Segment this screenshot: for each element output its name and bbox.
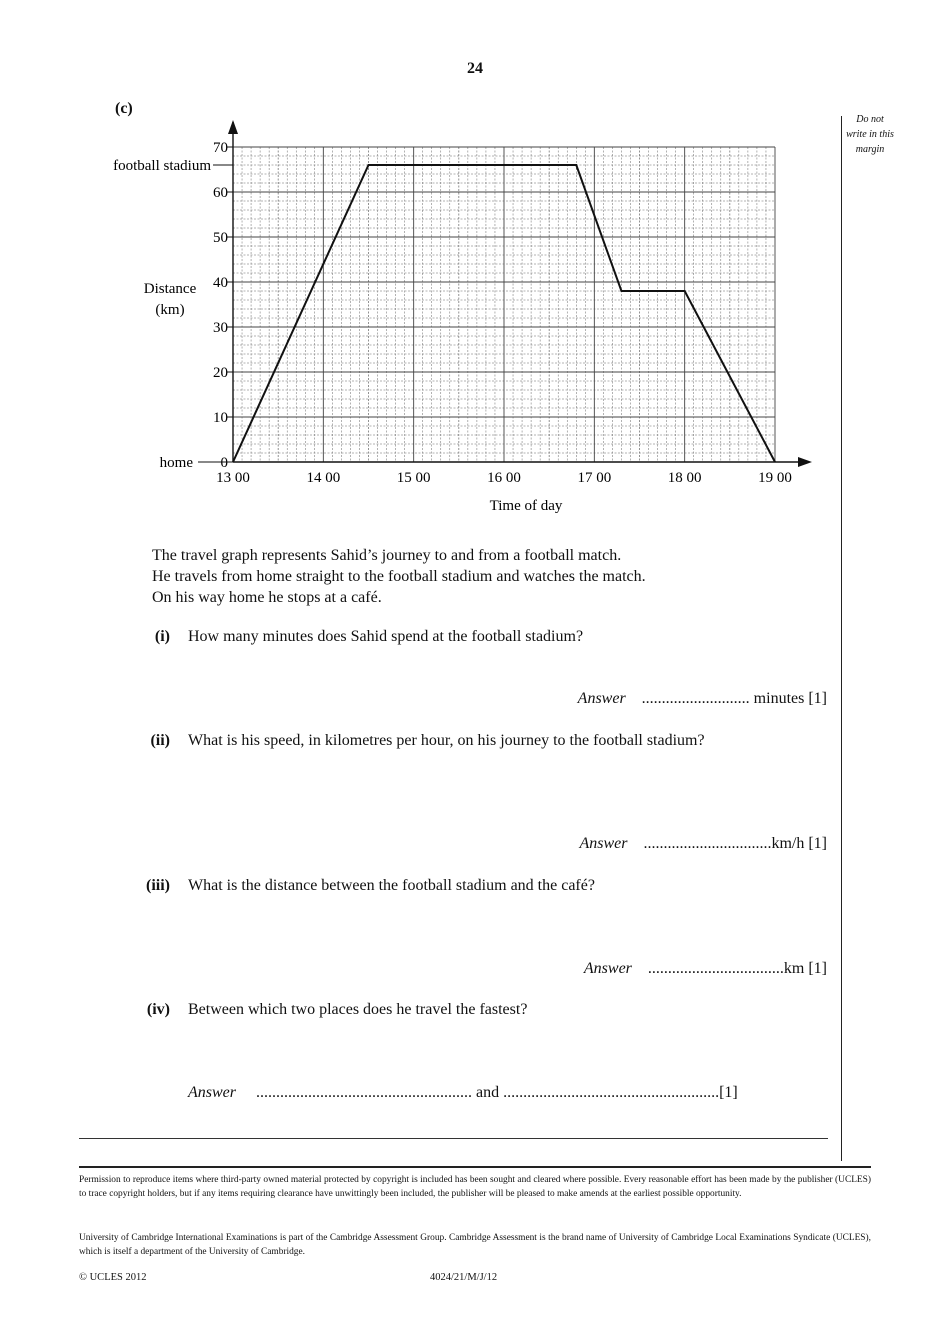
answer-line[interactable] <box>578 690 827 708</box>
y-axis-label-line: (km) <box>155 302 185 318</box>
y-tick-label: 40 <box>213 275 228 291</box>
copyright: © UCLES 2012 <box>79 1272 147 1283</box>
margin-note <box>843 112 897 157</box>
answer-label: Answer <box>579 835 628 852</box>
x-tick-label: 15 00 <box>396 470 431 486</box>
margin-note-line: margin <box>855 144 885 155</box>
place-label: football stadium <box>113 158 211 174</box>
x-tick-label: 17 00 <box>577 470 612 486</box>
question-number: (i) <box>154 628 170 645</box>
question-number: (iii) <box>146 877 170 894</box>
y-tick-label: 30 <box>213 320 228 336</box>
travel-graph <box>0 110 840 530</box>
y-axis-label-line: Distance <box>143 281 197 297</box>
question-text: Between which two places does he travel the fastest? <box>188 1001 528 1018</box>
intro-paragraph <box>152 545 646 608</box>
y-tick-label: 0 <box>220 455 228 471</box>
answer-blank[interactable]: ..................................km [1] <box>647 960 827 977</box>
y-tick-label: 20 <box>213 365 228 381</box>
y-tick-label: 70 <box>213 140 228 156</box>
footer-rule <box>79 1166 871 1168</box>
answer-line[interactable] <box>584 960 827 978</box>
bottom-rule <box>79 1138 828 1139</box>
margin-note-line: write in this <box>846 129 894 140</box>
question-text: How many minutes does Sahid spend at the football stadium? <box>188 628 584 645</box>
x-tick-label: 14 00 <box>306 470 341 486</box>
answer-blank[interactable]: ........................... minutes [1] <box>641 690 827 707</box>
intro-line: He travels from home straight to the football stadium and watches the match. <box>152 568 646 585</box>
answer-line[interactable] <box>188 1084 738 1102</box>
x-tick-label: 18 00 <box>667 470 702 486</box>
y-axis-arrow <box>228 120 238 134</box>
part-label: (c) <box>115 100 133 117</box>
permission-notice: Permission to reproduce items where third-party owned material protected by copyright is included has been sought and cleared where possible. Every reasonable effort has been made by the publisher (UCLES) to trace copyright holders, but if any items requiring clearance have unwittingly been included, the publisher will be pleased to make amends at the earliest possible opportunity. <box>79 1175 871 1199</box>
intro-line: On his way home he stops at a café. <box>152 589 382 606</box>
answer-blank[interactable]: ................................km/h [1] <box>643 835 827 852</box>
paper-code: 4024/21/M/J/12 <box>430 1272 498 1283</box>
answer-blank[interactable]: ...................................................... and ......................................................[1] <box>256 1084 738 1101</box>
y-tick-label: 10 <box>213 410 228 426</box>
y-tick-label: 50 <box>213 230 228 246</box>
question-text: What is the distance between the football stadium and the café? <box>188 877 595 894</box>
x-axis-arrow <box>798 457 812 467</box>
question-number: (iv) <box>146 1001 170 1018</box>
answer-label: Answer <box>577 690 626 707</box>
x-tick-label: 16 00 <box>487 470 521 486</box>
axes <box>228 120 812 467</box>
answer-label: Answer <box>583 960 632 977</box>
margin-note-line: Do not <box>856 114 884 125</box>
x-axis-label: Time of day <box>489 498 563 514</box>
y-tick-label: 60 <box>213 185 228 201</box>
page-number: 24 <box>467 60 483 77</box>
margin-line <box>841 116 842 1161</box>
x-tick-label: 19 00 <box>758 470 792 486</box>
x-tick-label: 13 00 <box>216 470 250 486</box>
question-number: (ii) <box>150 732 170 749</box>
place-label: home <box>159 455 193 471</box>
answer-line[interactable] <box>579 835 827 853</box>
answer-label: Answer <box>188 1084 236 1101</box>
ucles-notice: University of Cambridge International Examinations is part of the Cambridge Assessment Group. Cambridge Assessment is the brand name of University of Cambridge Local Examinations Syndicate (UCLES), which is itself a department of the University of Cambridge. <box>79 1233 871 1257</box>
question-text: What is his speed, in kilometres per hour, on his journey to the football stadium? <box>188 732 705 749</box>
intro-line: The travel graph represents Sahid’s journey to and from a football match. <box>152 547 622 564</box>
